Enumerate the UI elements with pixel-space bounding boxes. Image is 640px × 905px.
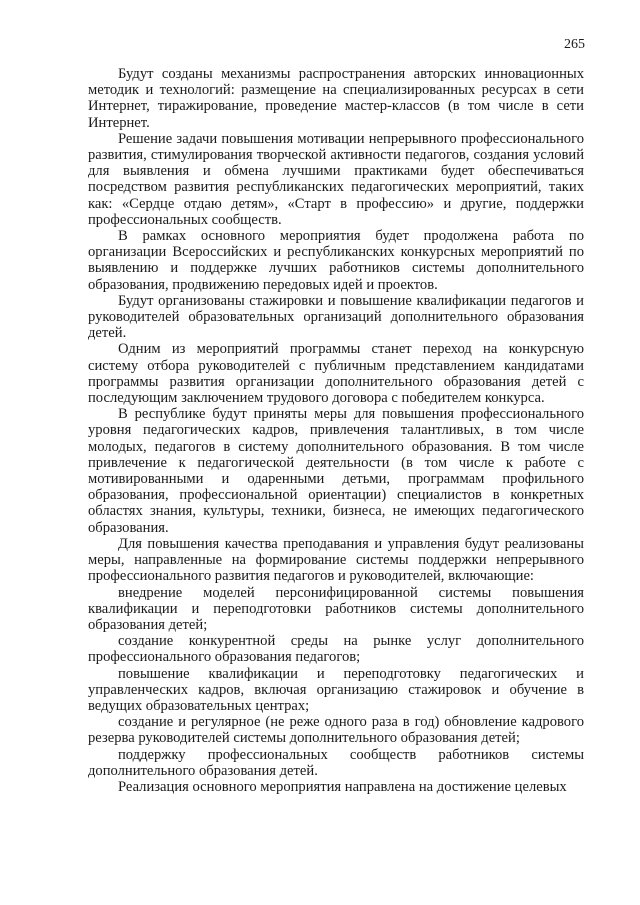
paragraph-competitions: В рамках основного мероприятия будет продолжена работа по организации Всероссийских и республиканских конкурсных мероприятий по выявлению и поддержке лучших работников системы дополнительного образования, продвижению передовых идей и проектов. — [88, 228, 584, 293]
list-item-personalized-training: внедрение моделей персонифицированной системы повышения квалификации и переподготовки работников системы дополнительного образования детей; — [88, 584, 584, 633]
list-item-retraining: повышение квалификации и переподготовку педагогических и управленческих кадров, включая организацию стажировок и обучение в ведущих образовательных центрах; — [88, 665, 584, 714]
paragraph-motivation: Решение задачи повышения мотивации непрерывного профессионального развития, стимулирования творческой активности педагогов, создания условий для выявления и обмена лучшими практиками будет обеспечиваться посредством развития республиканских педагогических мероприятий, таких как: «Сердце отдаю детям», «Старт в профессию» и другие, поддержки профессиональных сообществ. — [88, 130, 584, 228]
page-number: 265 — [564, 37, 585, 52]
paragraph-leader-selection: Одним из мероприятий программы станет переход на конкурсную систему отбора руководителей с публичным представлением кандидатами программы развития организации дополнительного образования детей с последующим заключением трудового договора с победителем конкурса. — [88, 341, 584, 407]
list-item-professional-communities: поддержку профессиональных сообществ работников системы дополнительного образования детей. — [88, 746, 584, 779]
list-item-competitive-market: создание конкурентной среды на рынке услуг дополнительного профессионального образования педагогов; — [88, 633, 584, 666]
paragraph-internships: Будут организованы стажировки и повышение квалификации педагогов и руководителей образовательных организаций дополнительного образования детей. — [88, 292, 584, 342]
document-text — [88, 66, 584, 795]
paragraph-implementation: Реализация основного мероприятия направлена на достижение целевых — [118, 778, 567, 795]
paragraph-quality-measures: Для повышения качества преподавания и управления будут реализованы меры, направленные на формирование системы поддержки непрерывного профессионального развития педагогов и руководителей, включающие: — [88, 535, 584, 585]
paragraph-authoring-methods: Будут созданы механизмы распространения авторских инновационных методик и технологий: размещение на специализированных ресурсах в сети Интернет, тиражирование, проведение мастер-классов (в том числе в сети Интернет. — [88, 66, 584, 131]
list-item-personnel-reserve: создание и регулярное (не реже одного раза в год) обновление кадрового резерва руководителей системы дополнительного образования детей; — [88, 714, 584, 747]
paragraph-staff-level: В республике будут приняты меры для повышения профессионального уровня педагогических кадров, привлечения талантливых, в том числе молодых, педагогов в систему дополнительного образования. В том числе привлечение к педагогической деятельности (в том числе к работе с мотивированными и одаренными детьми, программам профильного образования, профессиональной ориентации) специалистов в конкретных областях знания, культуры, техники, бизнеса, не имеющих педагогического образования. — [88, 406, 584, 536]
